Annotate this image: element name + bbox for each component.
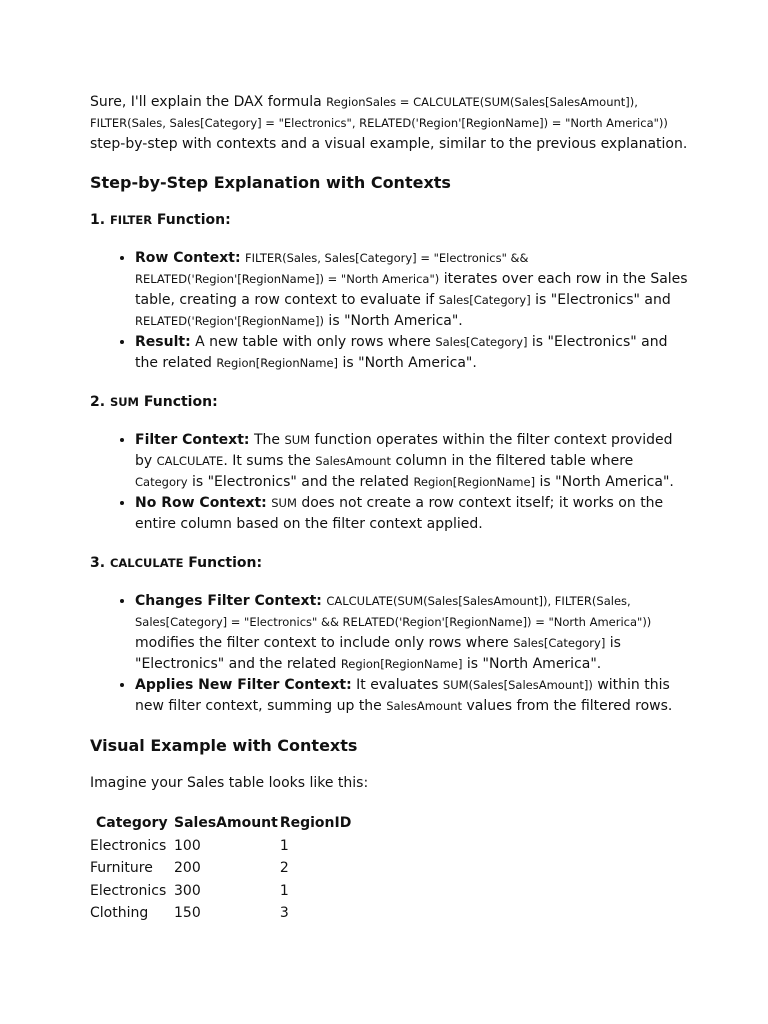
intro-formula-code: RegionSales = CALCULATE(SUM(Sales[SalesAmount]), FILTER(Sales, Sales[Category] = "Electronics", RELATED('Region'[RegionName]) = "North America")) bbox=[90, 95, 668, 130]
bullet-text: is "North America". bbox=[535, 474, 674, 490]
cell-category: Electronics bbox=[90, 882, 167, 899]
bullet-text: is "North America". bbox=[338, 355, 477, 371]
heading-number: 1. bbox=[90, 212, 110, 228]
cell-salesamount: 300 bbox=[174, 882, 201, 899]
bullet-text: is "Electronics" and bbox=[530, 292, 671, 308]
bullet-label: Changes Filter Context: bbox=[135, 593, 322, 609]
bullet-text: column in the filtered table where bbox=[391, 453, 634, 469]
table-header-row bbox=[90, 812, 372, 835]
cell-regionid: 1 bbox=[279, 882, 289, 899]
heading-code: CALCULATE bbox=[109, 556, 184, 570]
heading-word: Function: bbox=[139, 394, 218, 410]
bullet-text: A new table with only rows where bbox=[190, 334, 436, 350]
cell-salesamount: 200 bbox=[174, 860, 201, 876]
table-row bbox=[90, 857, 372, 880]
calculate-bullet-list bbox=[90, 591, 688, 717]
bullet-label: Row Context: bbox=[135, 250, 241, 266]
no-row-context-bullet bbox=[135, 493, 688, 535]
bullet-text: It evaluates bbox=[351, 677, 443, 693]
bullet-code: CALCULATE(SUM(Sales[SalesAmount]), FILTER(Sales, Sales[Category] = "Electronics" && RELATED('Region'[RegionName]) = "North America")) bbox=[135, 594, 652, 629]
column-header-salesamount: SalesAmount bbox=[174, 815, 278, 831]
sum-function-heading bbox=[90, 392, 688, 412]
intro-text: Sure, I'll explain the DAX formula bbox=[90, 94, 327, 110]
heading-number: 3. bbox=[90, 555, 110, 571]
cell-regionid: 1 bbox=[279, 837, 289, 854]
result-bullet bbox=[135, 332, 688, 374]
cell-salesamount: 150 bbox=[174, 905, 201, 921]
bullet-code: Sales[Category] bbox=[513, 636, 606, 650]
cell-category: Electronics bbox=[90, 837, 167, 854]
bullet-text: values from the filtered rows. bbox=[462, 698, 673, 714]
heading-code: FILTER bbox=[109, 213, 153, 227]
bullet-code: Region[RegionName] bbox=[413, 475, 536, 489]
bullet-code: SalesAmount bbox=[315, 454, 392, 468]
column-header-regionid: RegionID bbox=[279, 815, 352, 831]
cell-category: Furniture bbox=[90, 860, 153, 876]
sales-table bbox=[90, 812, 372, 925]
bullet-label: Applies New Filter Context: bbox=[135, 677, 352, 693]
row-context-bullet bbox=[135, 248, 688, 332]
bullet-code: Sales[Category] bbox=[438, 293, 531, 307]
visual-example-heading: Visual Example with Contexts bbox=[90, 736, 358, 755]
heading-number: 2. bbox=[90, 394, 110, 410]
sum-bullet-list bbox=[90, 430, 688, 535]
bullet-text: is "Electronics" and the related bbox=[135, 635, 621, 672]
column-header-category: Category bbox=[96, 815, 168, 831]
bullet-code: SUM bbox=[284, 433, 311, 447]
bullet-code: Sales[Category] bbox=[435, 335, 528, 349]
bullet-code: CALCULATE bbox=[156, 454, 224, 468]
table-row bbox=[90, 835, 372, 858]
cell-category: Clothing bbox=[90, 905, 149, 921]
filter-bullet-list bbox=[90, 248, 688, 374]
cell-regionid: 2 bbox=[279, 860, 289, 876]
bullet-text: modifies the filter context to include only rows where bbox=[135, 635, 514, 651]
filter-context-bullet bbox=[135, 430, 688, 493]
intro-text-end: step-by-step with contexts and a visual example, similar to the previous explanation. bbox=[90, 136, 688, 152]
imagine-paragraph: Imagine your Sales table looks like this: bbox=[90, 775, 369, 791]
intro-paragraph bbox=[90, 92, 688, 155]
bullet-text: is "North America". bbox=[323, 313, 463, 329]
heading-word: Function: bbox=[183, 555, 263, 571]
cell-salesamount: 100 bbox=[174, 837, 201, 854]
bullet-text: is "Electronics" and the related bbox=[187, 474, 414, 490]
bullet-text: . It sums the bbox=[223, 453, 316, 469]
bullet-code: Region[RegionName] bbox=[216, 356, 339, 370]
applies-new-filter-context-bullet bbox=[135, 675, 688, 717]
bullet-code: SUM bbox=[271, 496, 297, 510]
bullet-code: Region[RegionName] bbox=[340, 657, 463, 671]
bullet-label: Result: bbox=[135, 334, 191, 350]
bullet-label: No Row Context: bbox=[135, 495, 267, 511]
bullet-text: is "Electronics" and the related bbox=[135, 334, 668, 371]
bullet-text: iterates over each row in the Sales table, creating a row context to evaluate if bbox=[135, 271, 688, 308]
changes-filter-context-bullet bbox=[135, 591, 688, 675]
table-row bbox=[90, 902, 372, 925]
bullet-text: The bbox=[249, 432, 285, 448]
bullet-text: function operates within the filter context provided by bbox=[135, 432, 673, 469]
heading-word: Function: bbox=[152, 212, 231, 228]
bullet-text: within this new filter context, summing up the bbox=[135, 677, 670, 714]
cell-regionid: 3 bbox=[279, 905, 289, 921]
bullet-code: Category bbox=[135, 475, 188, 489]
bullet-code: SUM(Sales[SalesAmount]) bbox=[442, 678, 593, 692]
bullet-code: SalesAmount bbox=[386, 699, 463, 713]
bullet-label: Filter Context: bbox=[135, 432, 250, 448]
steps-heading: Step-by-Step Explanation with Contexts bbox=[90, 173, 451, 192]
calculate-function-heading bbox=[90, 553, 688, 573]
heading-code: SUM bbox=[109, 395, 140, 409]
bullet-code: RELATED('Region'[RegionName]) bbox=[135, 314, 324, 328]
bullet-code: FILTER(Sales, Sales[Category] = "Electronics" && RELATED('Region'[RegionName]) = "North America") bbox=[135, 251, 529, 286]
table-row bbox=[90, 880, 372, 903]
filter-function-heading bbox=[90, 210, 688, 230]
bullet-text: does not create a row context itself; it works on the entire column based on the filter context applied. bbox=[135, 495, 664, 532]
bullet-text: is "North America". bbox=[462, 656, 602, 672]
